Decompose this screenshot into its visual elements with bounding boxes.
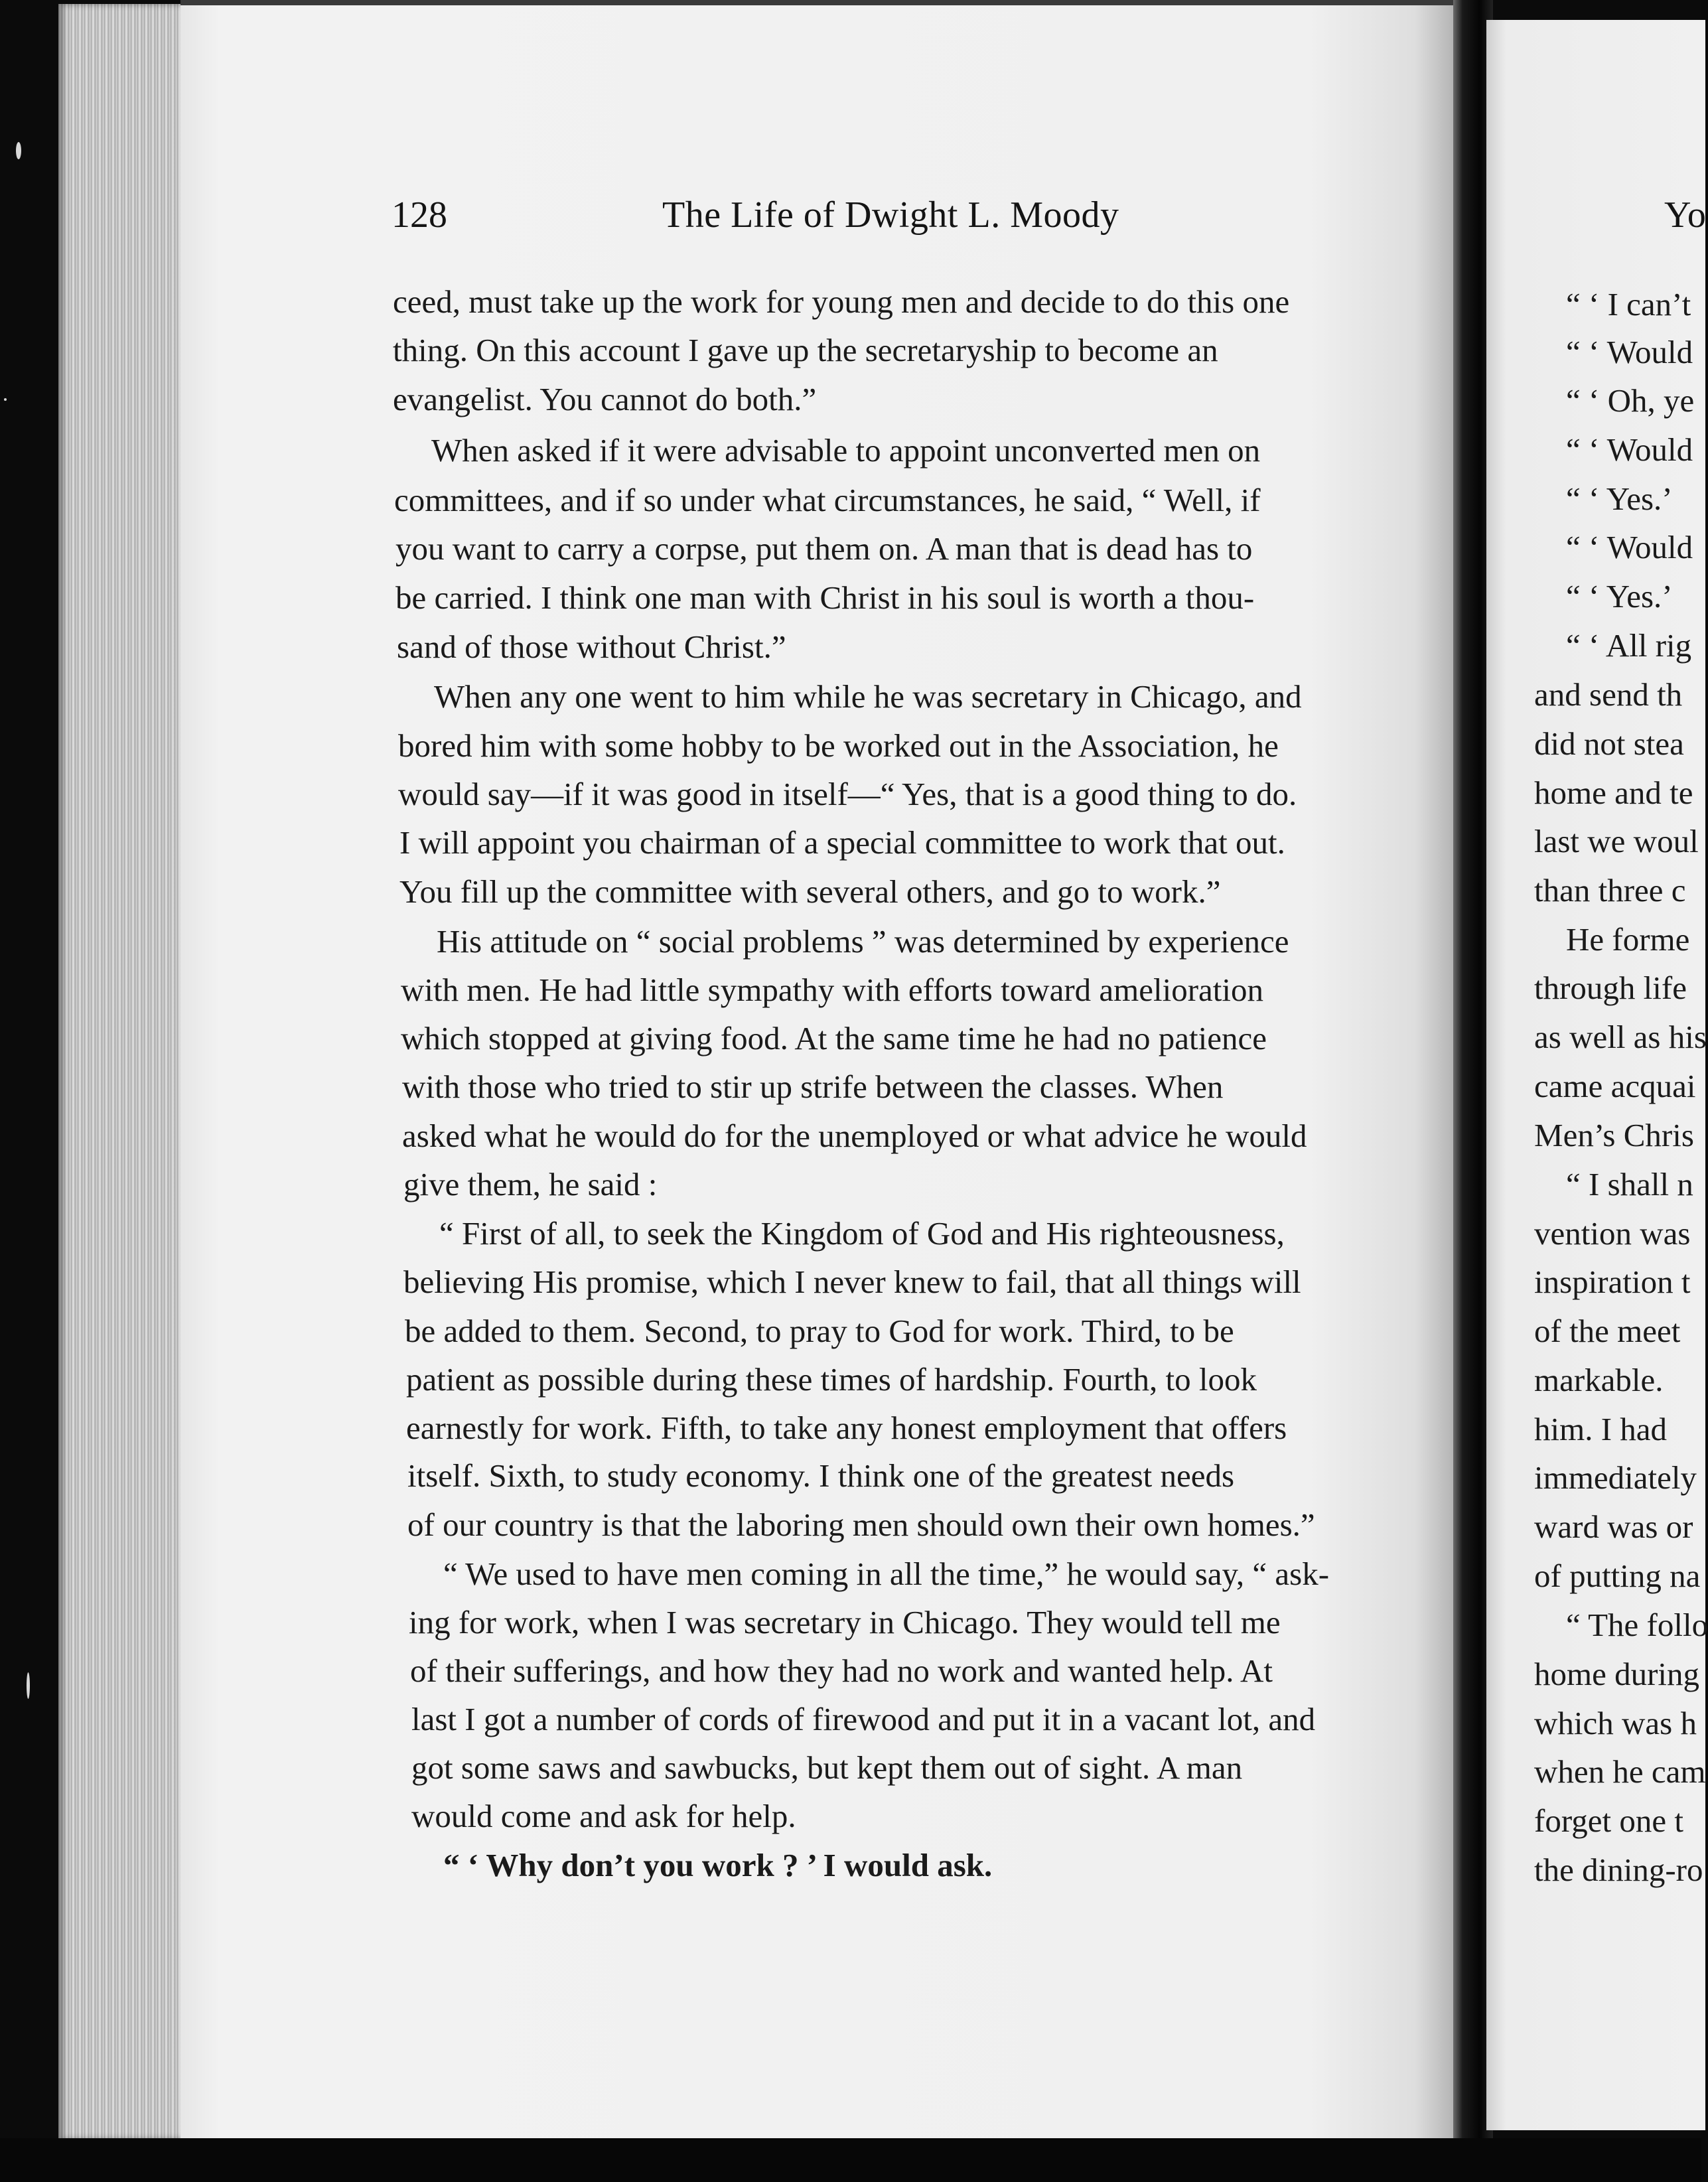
right-body-line: “ ‘ Would [1566, 431, 1693, 468]
right-body-line: home during [1534, 1656, 1700, 1692]
body-line: with those who tried to stir up strife between the classes. When [402, 1068, 1224, 1105]
right-body-line: immediately [1534, 1459, 1697, 1496]
body-line: “ ‘ Why don’t you work ? ’ I would ask. [443, 1847, 993, 1883]
right-body-line: forget one t [1534, 1802, 1683, 1839]
right-body-line: when he cam [1534, 1753, 1706, 1790]
right-body-line: “ ‘ Would [1566, 529, 1693, 565]
right-body-line: and send th [1534, 676, 1683, 713]
right-body-line: ward was or [1534, 1508, 1693, 1545]
right-body-line: of putting na [1534, 1558, 1701, 1594]
body-line: When any one went to him while he was secretary in Chicago, and [434, 678, 1302, 715]
body-line: believing His promise, which I never knew to fail, that all things will [403, 1264, 1301, 1300]
scan-speck [27, 1672, 30, 1699]
body-line: “ We used to have men coming in all the time,” he would say, “ ask- [443, 1556, 1330, 1592]
body-line: ing for work, when I was secretary in Chicago. They would tell me [409, 1604, 1281, 1640]
right-body-line: “ ‘ Oh, ye [1566, 382, 1695, 419]
bottom-band [0, 2138, 1701, 2182]
right-body-line: “ ‘ Would [1566, 334, 1693, 370]
right-body-line: him. I had [1534, 1411, 1668, 1447]
body-line: last I got a number of cords of firewood and put it in a vacant lot, and [411, 1701, 1316, 1737]
right-body-line: than three c [1534, 872, 1686, 909]
right-body-line: the dining-ro [1534, 1852, 1703, 1888]
body-line: “ First of all, to seek the Kingdom of God and His righteousness, [439, 1215, 1285, 1252]
body-line: When asked if it were advisable to appoint unconverted men on [431, 432, 1261, 469]
right-body-line: as well as his [1534, 1019, 1707, 1055]
body-line: give them, he said : [403, 1166, 658, 1202]
body-line: be added to them. Second, to pray to God for work. Third, to be [405, 1313, 1234, 1349]
body-line: of their sufferings, and how they had no work and wanted help. At [410, 1652, 1273, 1689]
body-line: I will appoint you chairman of a special committee to work that out. [399, 824, 1285, 861]
body-line: would come and ask for help. [411, 1798, 796, 1834]
right-body-line: of the meet [1534, 1313, 1681, 1349]
body-line: patient as possible during these times of hardship. Fourth, to look [406, 1361, 1257, 1398]
body-line: of our country is that the laboring men should own their own homes.” [407, 1506, 1315, 1543]
scan-speck [4, 398, 7, 401]
right-body-line: came acquai [1534, 1068, 1696, 1104]
body-line: His attitude on “ social problems ” was determined by experience [437, 923, 1289, 960]
body-line: which stopped at giving food. At the same time he had no patience [401, 1020, 1267, 1056]
body-line: bored him with some hobby to be worked out in the Association, he [398, 727, 1279, 764]
right-body-line: “ The follo [1566, 1607, 1708, 1643]
body-line: evangelist. You cannot do both.” [393, 381, 817, 417]
right-body-line: home and te [1534, 774, 1693, 811]
right-running-title: Yo [1664, 194, 1706, 236]
right-body-line: Men’s Chris [1534, 1117, 1694, 1153]
right-body-line: “ I shall n [1566, 1166, 1693, 1202]
body-line: with men. He had little sympathy with efforts toward amelioration [401, 972, 1264, 1008]
body-line: asked what he would do for the unemployed or what advice he would [402, 1118, 1307, 1154]
body-line: you want to carry a corpse, put them on. A man that is dead has to [395, 530, 1253, 567]
scan-speck [16, 142, 21, 159]
right-body-line: last we woul [1534, 823, 1699, 859]
right-body-line: inspiration t [1534, 1264, 1691, 1300]
body-line: committees, and if so under what circumstances, he said, “ Well, if [394, 482, 1261, 518]
body-line: thing. On this account I gave up the secretaryship to become an [393, 332, 1218, 368]
body-line: would say—if it was good in itself—“ Yes, that is a good thing to do. [398, 776, 1297, 812]
body-line: You fill up the committee with several others, and go to work.” [399, 873, 1221, 910]
body-line: ceed, must take up the work for young men and decide to do this one [393, 283, 1290, 320]
running-title: The Life of Dwight L. Moody [662, 194, 1119, 236]
right-body-line: “ ‘ All rig [1566, 627, 1692, 664]
body-line: got some saws and sawbucks, but kept them out of sight. A man [411, 1749, 1243, 1786]
body-line: sand of those without Christ.” [397, 628, 786, 665]
body-line: earnestly for work. Fifth, to take any honest employment that offers [406, 1410, 1287, 1446]
right-body-line: which was h [1534, 1705, 1697, 1741]
right-body-line: did not stea [1534, 725, 1684, 762]
body-line: itself. Sixth, to study economy. I think one of the greatest needs [407, 1457, 1235, 1494]
page-edges [58, 4, 184, 2140]
right-body-line: “ ‘ Yes.’ [1566, 480, 1673, 517]
right-body-line: He forme [1566, 921, 1690, 958]
page-number: 128 [391, 194, 447, 236]
top-rule [180, 0, 1461, 5]
body-line: be carried. I think one man with Christ in his soul is worth a thou- [395, 579, 1255, 616]
right-body-line: markable. [1534, 1362, 1664, 1398]
right-body-line: “ ‘ I can’t [1566, 286, 1691, 323]
right-body-line: vention was [1534, 1215, 1691, 1252]
right-body-line: “ ‘ Yes.’ [1566, 578, 1673, 615]
right-body-line: through life [1534, 970, 1687, 1006]
